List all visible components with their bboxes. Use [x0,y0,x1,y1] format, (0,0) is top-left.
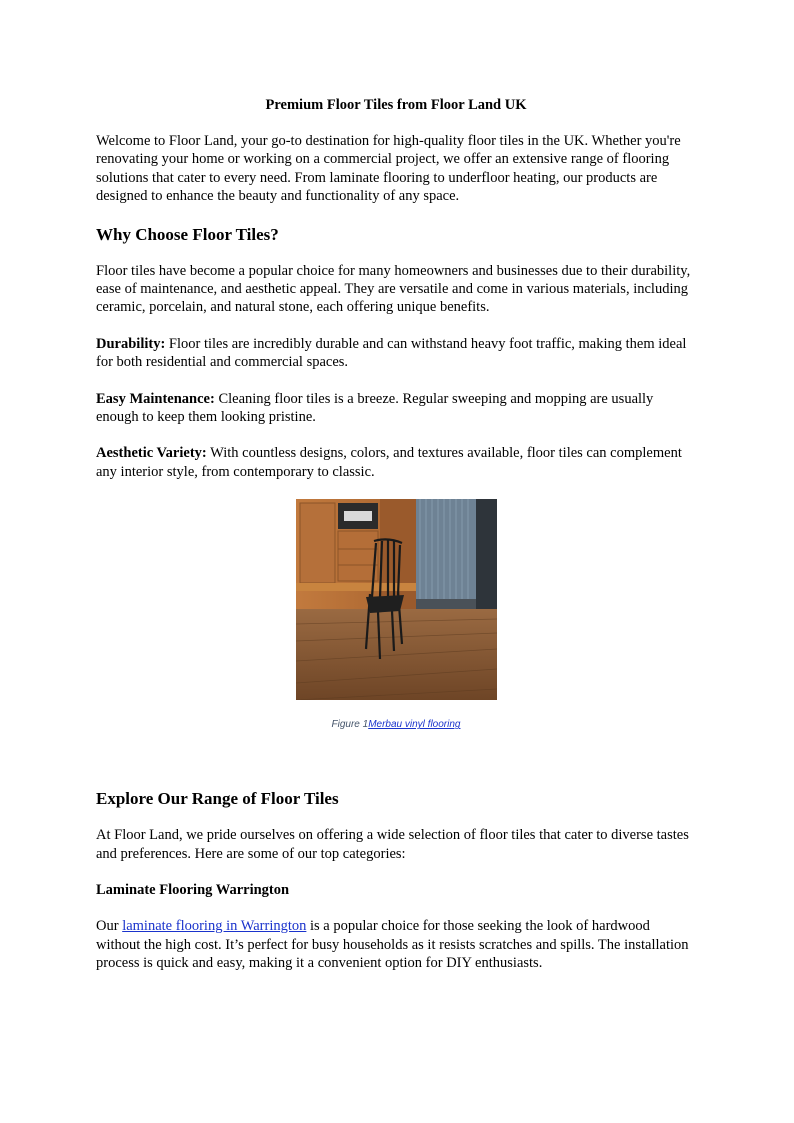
explore-paragraph: At Floor Land, we pride ourselves on offering a wide selection of floor tiles that cater to diverse tastes and preferences. Here are some of our top categories: [96,827,689,862]
benefit-aesthetic-text: With countless designs, colors, and textures available, floor tiles can complement any interior style, from contemporary to classic. [96,445,682,480]
laminate-paragraph [96,917,696,972]
document-page [96,96,696,990]
merbau-vinyl-flooring-photo [296,499,497,700]
benefit-durability [96,335,696,372]
benefit-aesthetic-variety [96,444,696,481]
intro-paragraph: Welcome to Floor Land, your go-to destination for high-quality floor tiles in the UK. Whether you're renovating your home or working on a commercial project, we offer an extensive range of flooring solutions that cater to every need. From laminate flooring to underfloor heating, our products are designed to enhance the beauty and functionality of any space. [96,133,681,205]
benefit-durability-text: Floor tiles are incredibly durable and can withstand heavy foot traffic, making them ideal for both residential and commercial spaces. [96,335,687,371]
figure [96,499,696,732]
benefit-maintenance-label: Easy Maintenance: [96,390,215,407]
benefit-durability-label: Durability: [96,335,166,352]
why-heading: Why Choose Floor Tiles? [96,224,279,244]
laminate-text-before: Our [96,918,123,935]
figure-caption-prefix: Figure 1 [331,719,369,731]
benefit-aesthetic-label: Aesthetic Variety: [96,445,207,462]
spacer [96,732,696,776]
figure-caption [96,718,696,732]
benefit-easy-maintenance [96,390,696,427]
merbau-vinyl-flooring-link[interactable]: Merbau vinyl flooring [368,719,461,731]
why-paragraph: Floor tiles have become a popular choice for many homeowners and businesses due to their durability, ease of maintenance, and aesthetic appeal. They are versatile and come in various materials, including ceramic, porcelain, and natural stone, each offering unique benefits. [96,262,691,316]
laminate-flooring-warrington-link[interactable]: laminate flooring in Warrington [122,918,307,935]
document-title: Premium Floor Tiles from Floor Land UK [265,97,527,113]
laminate-heading: Laminate Flooring Warrington [96,882,290,899]
laminate-text-after: is a popular choice for those seeking the look of hardwood without the high cost. It’s perfect for busy households as it resists scratches and spills. The installation process is quick and easy, making it a convenient option for DIY enthusiasts. [96,918,689,971]
explore-heading: Explore Our Range of Floor Tiles [96,789,339,809]
benefit-maintenance-text: Cleaning floor tiles is a breeze. Regular sweeping and mopping are usually enough to keep them looking pristine. [96,390,654,426]
